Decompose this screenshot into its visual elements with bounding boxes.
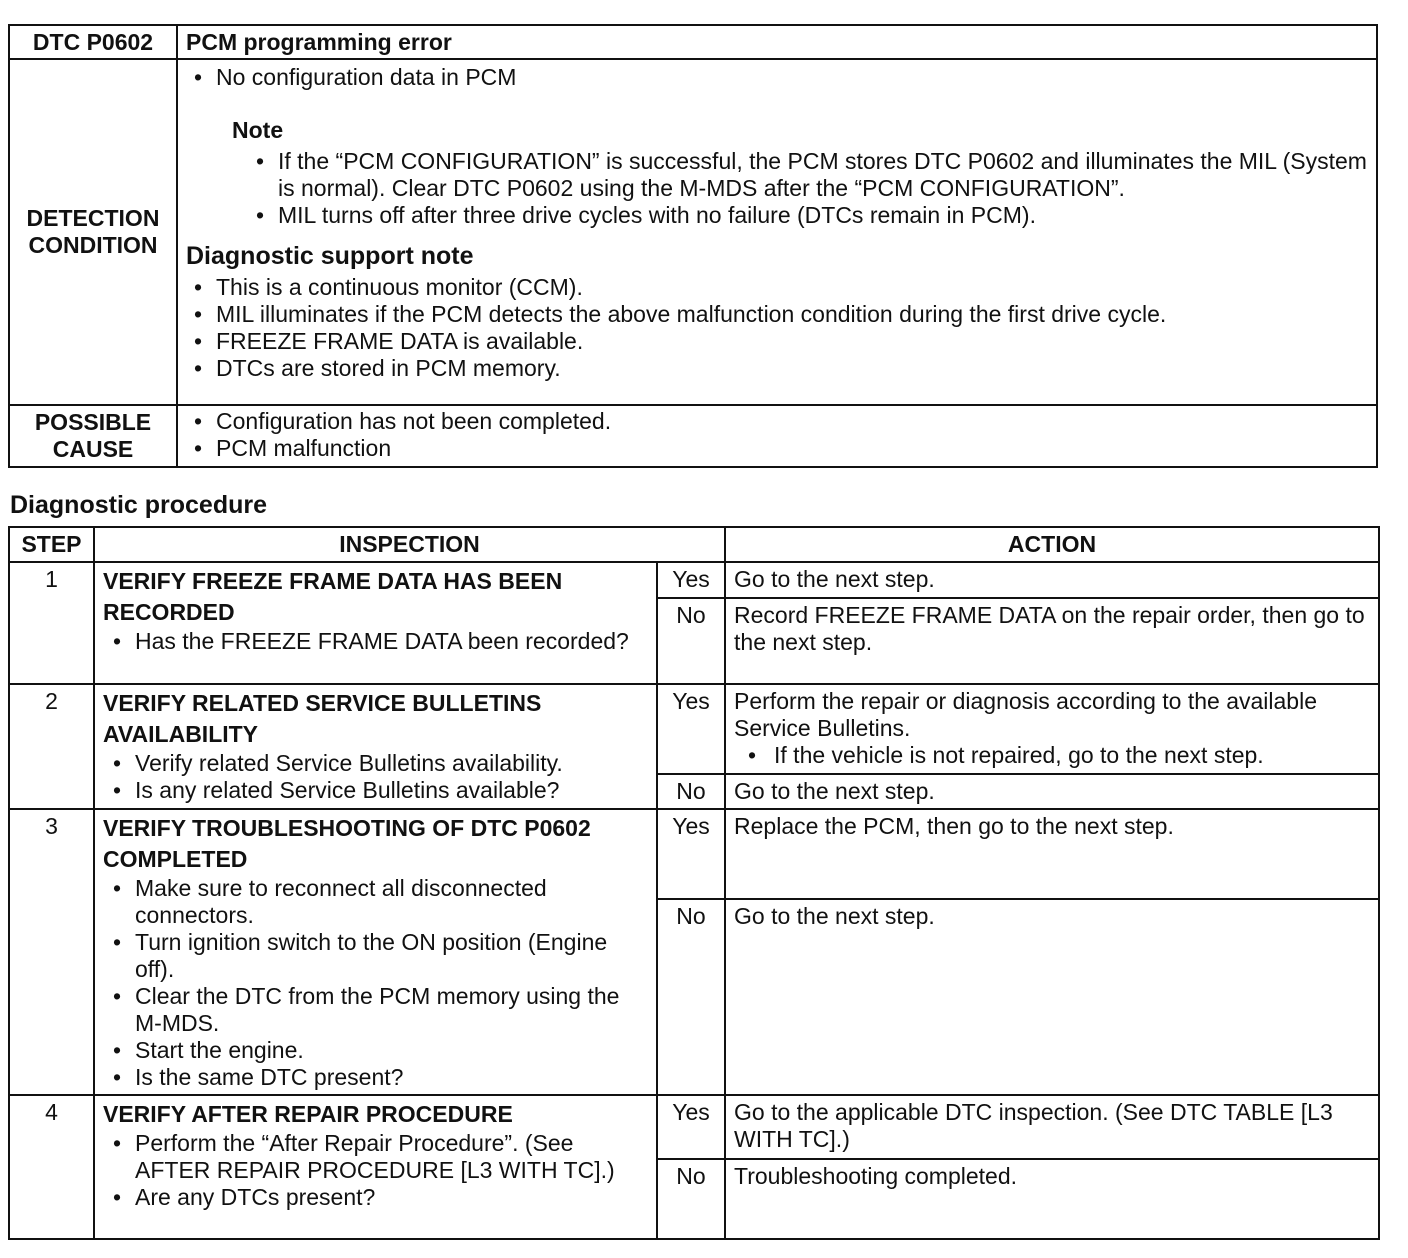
- yes-action-cell: [725, 684, 1379, 774]
- dtc-info-table: [8, 24, 1378, 468]
- detection-condition-label: DETECTION CONDITION: [9, 59, 177, 405]
- no-action: Go to the next step.: [725, 899, 1379, 1095]
- list-item: • DTCs are stored in PCM memory.: [186, 355, 1368, 382]
- diagnostic-procedure-table: [8, 526, 1380, 1240]
- inspection-title: VERIFY RELATED SERVICE BULLETINS AVAILABILITY: [103, 690, 542, 747]
- list-item: • MIL turns off after three drive cycles with no failure (DTCs remain in PCM).: [248, 202, 1368, 229]
- yes-action: Replace the PCM, then go to the next step.: [725, 809, 1379, 899]
- step-row: [9, 809, 1379, 899]
- list-item: • If the vehicle is not repaired, go to the next step.: [734, 742, 1370, 769]
- inspection-title: VERIFY TROUBLESHOOTING OF DTC P0602 COMPLETED: [103, 815, 591, 872]
- no-label: No: [657, 899, 725, 1095]
- step-header: STEP: [9, 527, 94, 562]
- yes-label: Yes: [657, 562, 725, 598]
- yes-action: Go to the next step.: [725, 562, 1379, 598]
- list-item: • Make sure to reconnect all disconnected connectors.: [103, 875, 648, 929]
- no-action: Troubleshooting completed.: [725, 1159, 1379, 1239]
- list-item: • Perform the “After Repair Procedure”. (See AFTER REPAIR PROCEDURE [L3 WITH TC].): [103, 1130, 648, 1184]
- yes-action: Go to the applicable DTC inspection. (See DTC TABLE [L3 WITH TC].): [725, 1095, 1379, 1159]
- list-item: • No configuration data in PCM: [186, 64, 1368, 91]
- step-number: 1: [9, 562, 94, 684]
- no-label: No: [657, 598, 725, 684]
- yes-label: Yes: [657, 1095, 725, 1159]
- list-item: • If the “PCM CONFIGURATION” is successful, the PCM stores DTC P0602 and illuminates the MIL (System is normal). Clear DTC P0602 using the M-MDS after the “PCM CONFIGURATION”.: [248, 148, 1368, 202]
- diagnostic-procedure-heading: Diagnostic procedure: [10, 491, 267, 519]
- step-row: [9, 1095, 1379, 1159]
- possible-cause-row: [9, 405, 1377, 467]
- list-item: • PCM malfunction: [186, 435, 1368, 462]
- inspection-cell: [94, 562, 657, 684]
- inspection-header: INSPECTION: [94, 527, 725, 562]
- yes-label: Yes: [657, 684, 725, 774]
- inspection-title: VERIFY FREEZE FRAME DATA HAS BEEN RECORDED: [103, 568, 563, 625]
- possible-cause-label: POSSIBLE CAUSE: [9, 405, 177, 467]
- inspection-cell: [94, 809, 657, 1095]
- list-item: • Configuration has not been completed.: [186, 408, 1368, 435]
- cause-list: [186, 408, 1368, 462]
- list-item: • Verify related Service Bulletins availability.: [103, 750, 648, 777]
- detection-condition-row: [9, 59, 1377, 405]
- list-item: • Are any DTCs present?: [103, 1184, 648, 1211]
- support-note-list: [186, 274, 1368, 382]
- step-number: 2: [9, 684, 94, 809]
- possible-cause-content: [177, 405, 1377, 467]
- list-item: • Is any related Service Bulletins available?: [103, 777, 648, 804]
- list-item: • Is the same DTC present?: [103, 1064, 648, 1091]
- support-note-heading: Diagnostic support note: [186, 242, 474, 270]
- list-item: • Has the FREEZE FRAME DATA been recorded?: [103, 628, 648, 655]
- dtc-header-row: [9, 25, 1377, 59]
- list-item: • FREEZE FRAME DATA is available.: [186, 328, 1368, 355]
- yes-label: Yes: [657, 809, 725, 899]
- note-heading: Note: [232, 117, 284, 143]
- list-item: • MIL illuminates if the PCM detects the above malfunction condition during the first drive cycle.: [186, 301, 1368, 328]
- list-item: • Clear the DTC from the PCM memory using the M-MDS.: [103, 983, 648, 1037]
- step-row: [9, 562, 1379, 598]
- step-number: 4: [9, 1095, 94, 1239]
- inspection-list: [103, 875, 648, 1091]
- list-item: • Turn ignition switch to the ON position (Engine off).: [103, 929, 648, 983]
- inspection-title: VERIFY AFTER REPAIR PROCEDURE: [103, 1101, 513, 1127]
- step-number: 3: [9, 809, 94, 1095]
- inspection-cell: [94, 684, 657, 809]
- procedure-header-row: [9, 527, 1379, 562]
- inspection-list: [103, 750, 648, 804]
- dtc-title: PCM programming error: [177, 25, 1377, 59]
- inspection-cell: [94, 1095, 657, 1239]
- list-item: • This is a continuous monitor (CCM).: [186, 274, 1368, 301]
- step-row: [9, 684, 1379, 774]
- action-header: ACTION: [725, 527, 1379, 562]
- no-action: Go to the next step.: [725, 774, 1379, 809]
- yes-action: Perform the repair or diagnosis according to the available Service Bulletins.: [734, 688, 1318, 741]
- action-list: [734, 742, 1370, 769]
- dtc-code: DTC P0602: [9, 25, 177, 59]
- no-label: No: [657, 1159, 725, 1239]
- note-list: [248, 148, 1368, 229]
- inspection-list: [103, 628, 648, 655]
- detection-condition-content: [177, 59, 1377, 405]
- detection-list: [186, 64, 1368, 91]
- no-label: No: [657, 774, 725, 809]
- no-action: Record FREEZE FRAME DATA on the repair order, then go to the next step.: [725, 598, 1379, 684]
- inspection-list: [103, 1130, 648, 1211]
- list-item: • Start the engine.: [103, 1037, 648, 1064]
